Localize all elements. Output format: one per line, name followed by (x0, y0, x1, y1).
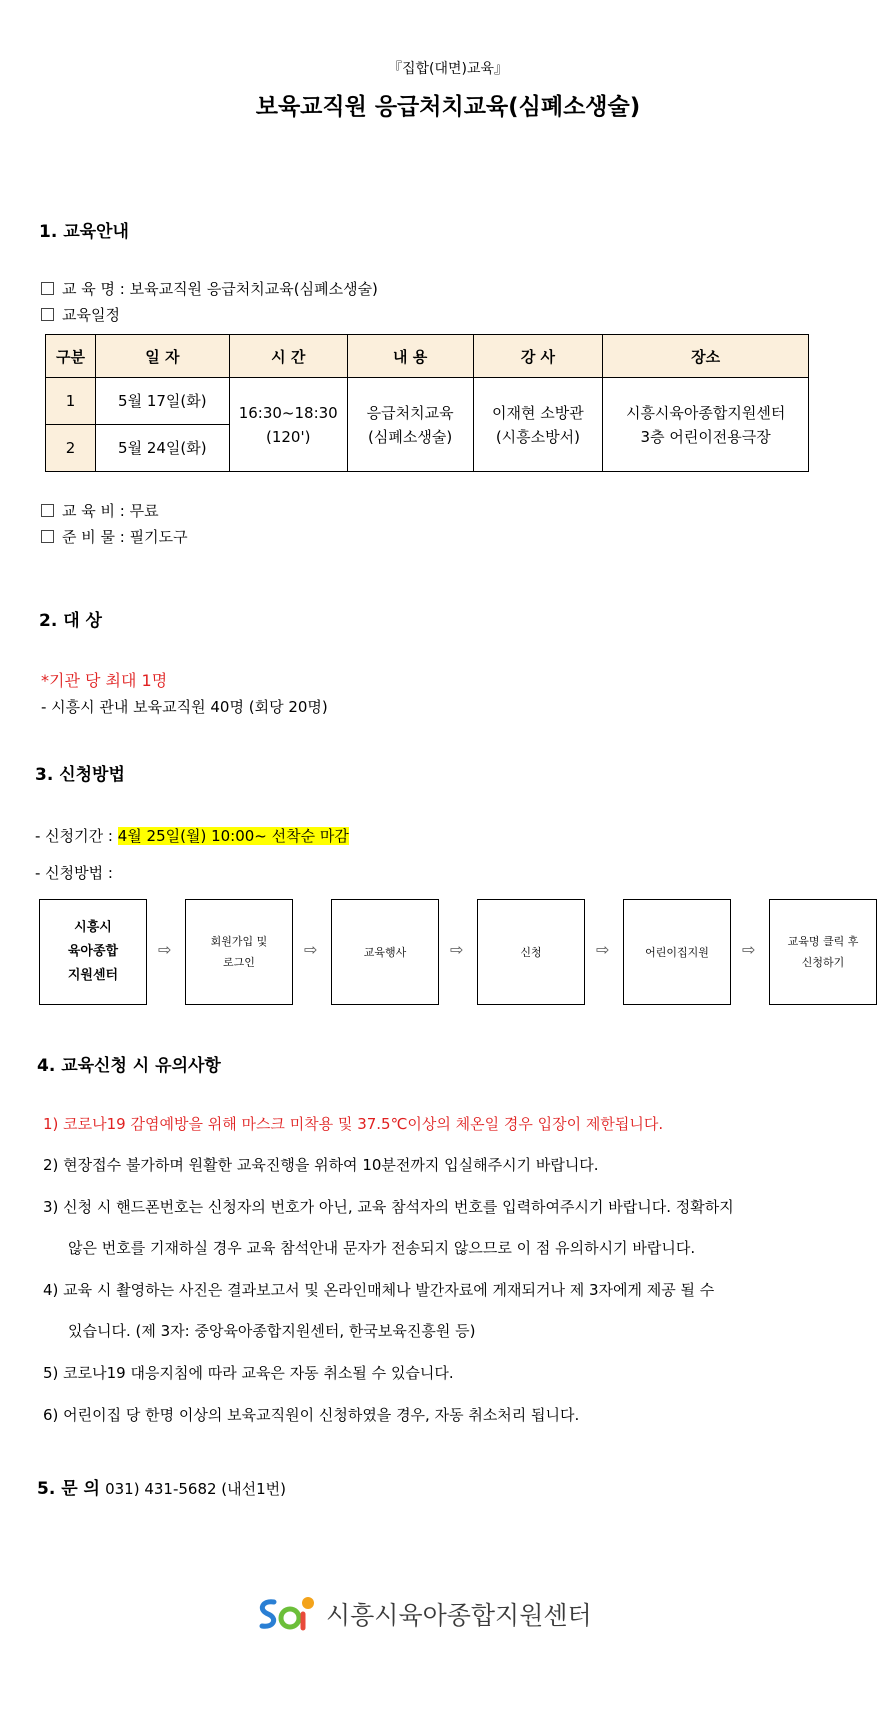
step-box: 교육행사 (331, 899, 439, 1005)
place-cell: 시흥시육아종합지원센터 3층 어린이전용극장 (603, 378, 809, 472)
section-4-heading: 4. 교육신청 시 유의사항 (37, 1056, 221, 1076)
row-date: 5월 24일(화) (95, 425, 229, 472)
table-row (46, 378, 809, 425)
header-place: 장소 (603, 335, 809, 378)
content-cell: 응급처치교육 (심폐소생술) (347, 378, 473, 472)
note-item: 4) 교육 시 촬영하는 사진은 결과보고서 및 온라인매체나 발간자료에 게재되거나 제 3자에게 제공 될 수 (43, 1281, 715, 1299)
note-item: 1) 코로나19 감염예방을 위해 마스크 미착용 및 37.5℃이상의 체온일 경우 입장이 제한됩니다. (43, 1115, 664, 1133)
header-date: 일 자 (95, 335, 229, 378)
arrow-right-icon: ⇨ (304, 940, 318, 959)
note-item-continuation: 있습니다. (제 3자: 중앙육아종합지원센터, 한국보육진흥원 등) (68, 1322, 476, 1340)
section-5-heading: 5. 문 의 (37, 1479, 100, 1499)
note-item: 2) 현장접수 불가하며 원활한 교육진행을 위하여 10분전까지 입실해주시기 바랍니다. (43, 1156, 599, 1174)
time-cell: 16:30~18:30 (120') (229, 378, 347, 472)
header-content: 내 용 (347, 335, 473, 378)
row-date: 5월 17일(화) (95, 378, 229, 425)
note-item-continuation: 않은 번호를 기재하실 경우 교육 참석안내 문자가 전송되지 않으므로 이 점 유의하시기 바랍니다. (68, 1239, 696, 1257)
target-line: - 시흥시 관내 보육교직원 40명 (회당 20명) (41, 698, 328, 716)
instructor-cell: 이재현 소방관 (시흥소방서) (473, 378, 603, 472)
checkbox-icon (41, 308, 54, 321)
arrow-right-icon: ⇨ (742, 940, 756, 959)
section-3-heading: 3. 신청방법 (35, 765, 125, 785)
note-item: 3) 신청 시 핸드폰번호는 신청자의 번호가 아닌, 교육 참석자의 번호를 입력하여주시기 바랍니다. 정확하지 (43, 1198, 734, 1216)
note-item: 5) 코로나19 대응지침에 따라 교육은 자동 취소될 수 있습니다. (43, 1364, 454, 1382)
application-period: - 신청기간 : 4월 25일(월) 10:00~ 선착순 마감 (35, 827, 349, 845)
document-subtitle: 『집합(대면)교육』 (387, 61, 509, 77)
header-no: 구분 (46, 335, 96, 378)
row-no: 2 (46, 425, 96, 472)
contact-phone: 031) 431-5682 (내선1번) (105, 1480, 287, 1498)
fee-line: 교 육 비 : 무료 (41, 500, 159, 521)
supplies-line: 준 비 물 : 필기도구 (41, 526, 188, 547)
row-no: 1 (46, 378, 96, 425)
step-box: 회원가입 및 로그인 (185, 899, 293, 1005)
table-header-row (46, 335, 809, 378)
step-box: 교육명 클릭 후 신청하기 (769, 899, 877, 1005)
checkbox-icon (41, 282, 54, 295)
arrow-right-icon: ⇨ (158, 940, 172, 959)
organization-name: 시흥시육아종합지원센터 (326, 1601, 592, 1630)
arrow-right-icon: ⇨ (596, 940, 610, 959)
schedule-table (45, 334, 809, 472)
note-item: 6) 어린이집 당 한명 이상의 보육교직원이 신청하였을 경우, 자동 취소처리 됩니다. (43, 1406, 580, 1424)
section-2-heading: 2. 대 상 (39, 611, 102, 631)
header-instructor: 강 사 (473, 335, 603, 378)
education-name-line: 교 육 명 : 보육교직원 응급처치교육(심폐소생술) (41, 278, 378, 299)
organization-logo (256, 1594, 592, 1634)
limit-notice: *기관 당 최대 1명 (41, 671, 168, 690)
schedule-label: 교육일정 (41, 304, 120, 325)
application-method-label: - 신청방법 : (35, 864, 113, 882)
logo-emblem-icon (256, 1594, 318, 1634)
section-1-heading: 1. 교육안내 (39, 222, 129, 242)
step-box: 시흥시 육아종합 지원센터 (39, 899, 147, 1005)
period-highlight: 4월 25일(월) 10:00~ 선착순 마감 (117, 827, 349, 845)
arrow-right-icon: ⇨ (450, 940, 464, 959)
checkbox-icon (41, 504, 54, 517)
contact-line (37, 1474, 286, 1499)
header-time: 시 간 (229, 335, 347, 378)
document-title: 보육교직원 응급처치교육(심폐소생술) (255, 94, 641, 120)
checkbox-icon (41, 530, 54, 543)
step-box: 어린이집지원 (623, 899, 731, 1005)
step-box: 신청 (477, 899, 585, 1005)
